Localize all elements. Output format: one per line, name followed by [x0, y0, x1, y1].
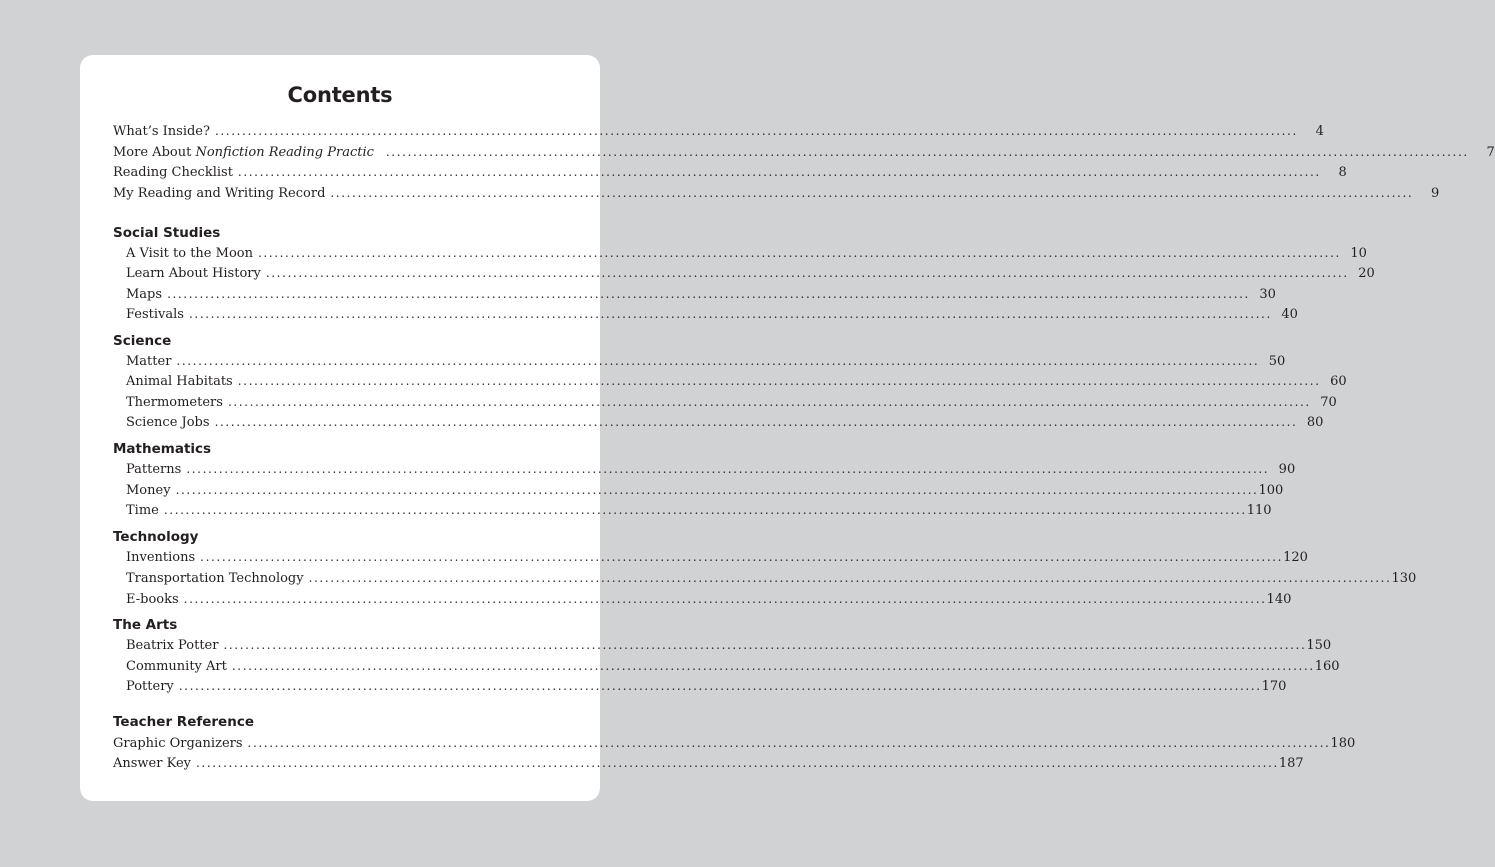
toc-entry-page: 40: [1281, 307, 1298, 322]
toc-entry[interactable]: [126, 412, 1324, 432]
toc-entry-label: Time: [126, 503, 159, 518]
toc-entry[interactable]: [126, 676, 1287, 696]
toc-entry[interactable]: [113, 183, 1440, 203]
dot-leader: ........................................................................................................................................................................................................: [200, 550, 1284, 564]
section-heading: The Arts: [113, 617, 178, 633]
toc-entry-label: Patterns: [126, 462, 182, 477]
toc-entry-page: 100: [1258, 483, 1284, 498]
toc-entry-label: Graphic Organizers: [113, 736, 243, 751]
toc-entry[interactable]: [113, 121, 1324, 141]
dot-leader: ........................................................................................................................................................................................................: [183, 592, 1267, 606]
dot-leader: ........................................................................................................................................................................................................: [257, 246, 1341, 260]
toc-entry-page: 187: [1278, 756, 1304, 771]
dot-leader: ........................................................................................................................................................................................................: [188, 307, 1272, 321]
section-heading: Mathematics: [113, 441, 212, 457]
toc-entry-label: What’s Inside?: [113, 124, 210, 139]
dot-leader: ........................................................................................................................................................................................................: [385, 145, 1469, 159]
dot-leader: ........................................................................................................................................................................................................: [214, 415, 1298, 429]
toc-entry-label: Beatrix Potter: [126, 638, 219, 653]
toc-entry-label: A Visit to the Moon: [126, 246, 253, 261]
toc-entry-label: Pottery: [126, 679, 174, 694]
toc-entry-label: Thermometers: [126, 395, 223, 410]
dot-leader: ........................................................................................................................................................................................................: [237, 165, 1321, 179]
toc-entry[interactable]: [126, 547, 1308, 567]
toc-entry-page: 30: [1259, 287, 1276, 302]
dot-leader: ........................................................................................................................................................................................................: [196, 756, 1279, 770]
page-title: Contents: [287, 83, 393, 107]
toc-entry-page: 20: [1358, 266, 1375, 281]
toc-entry[interactable]: [126, 459, 1296, 479]
toc-entry-label: Maps: [126, 287, 163, 302]
toc-entry-page: 150: [1306, 638, 1332, 653]
toc-entry-page: 4: [1315, 124, 1324, 139]
toc-entry[interactable]: [126, 635, 1332, 655]
toc-entry[interactable]: [126, 568, 1417, 588]
toc-entry-label: Science Jobs: [126, 415, 210, 430]
dot-leader: ........................................................................................................................................................................................................: [163, 503, 1247, 517]
toc-entry-page: 170: [1261, 679, 1287, 694]
toc-entry-label: My Reading and Writing Record: [113, 186, 326, 201]
toc-entry-page: 110: [1246, 503, 1272, 518]
toc-entry-page: 160: [1314, 659, 1340, 674]
toc-entry[interactable]: [126, 500, 1272, 520]
toc-entry-page: 120: [1283, 550, 1308, 565]
dot-leader: ........................................................................................................................................................................................................: [265, 266, 1349, 280]
toc-entry-page: 180: [1330, 736, 1356, 751]
dot-leader: ........................................................................................................................................................................................................: [308, 571, 1392, 585]
dot-leader: ........................................................................................................................................................................................................: [227, 395, 1311, 409]
dot-leader: ........................................................................................................................................................................................................: [167, 287, 1250, 301]
toc-entry-label: Transportation Technology: [126, 571, 304, 586]
toc-entry[interactable]: [126, 263, 1375, 283]
toc-entry[interactable]: [126, 243, 1367, 263]
dot-leader: ........................................................................................................................................................................................................: [237, 374, 1321, 388]
toc-entry-page: 8: [1338, 165, 1347, 180]
toc-entry-label: Inventions: [126, 550, 196, 565]
toc-entry-page: 10: [1350, 246, 1367, 261]
dot-leader: ........................................................................................................................................................................................................: [214, 124, 1298, 138]
dot-leader: ........................................................................................................................................................................................................: [330, 186, 1414, 200]
toc-entry-page: 80: [1306, 415, 1324, 430]
toc-entry-page: 90: [1278, 462, 1296, 477]
dot-leader: ........................................................................................................................................................................................................: [176, 354, 1260, 368]
toc-entry-page: 7: [1486, 145, 1495, 160]
toc-entry-page: 130: [1391, 571, 1417, 586]
section-heading: Technology: [113, 529, 199, 545]
toc-entry-page: 140: [1266, 592, 1292, 607]
toc-entry[interactable]: [113, 753, 1304, 773]
toc-entry-label: Matter: [126, 354, 172, 369]
dot-leader: ........................................................................................................................................................................................................: [178, 679, 1262, 693]
toc-entry[interactable]: [126, 284, 1276, 304]
toc-entry-label: Answer Key: [113, 756, 191, 771]
section-heading: Science: [113, 333, 172, 349]
contents-page: [80, 55, 1495, 801]
toc-entry-label: Festivals: [126, 307, 184, 322]
dot-leader: ........................................................................................................................................................................................................: [175, 483, 1259, 497]
section-heading: Social Studies: [113, 225, 221, 241]
toc-entry-label: Money: [126, 483, 171, 498]
toc-entry[interactable]: [126, 304, 1298, 324]
dot-leader: ........................................................................................................................................................................................................: [186, 462, 1270, 476]
toc-entry-page: 9: [1431, 186, 1440, 201]
toc-entry-label: More About Nonfiction Reading Practic: [113, 145, 374, 160]
toc-entry-label-italic: Nonfiction Reading Practic: [195, 145, 374, 160]
toc-entry-label: Community Art: [126, 659, 227, 674]
toc-entry[interactable]: [126, 351, 1286, 371]
toc-entry[interactable]: [126, 392, 1337, 412]
toc-entry[interactable]: [113, 162, 1347, 182]
toc-entry[interactable]: [126, 656, 1340, 676]
dot-leader: ........................................................................................................................................................................................................: [247, 736, 1331, 750]
toc-entry[interactable]: [113, 733, 1356, 753]
toc-entry-label: Learn About History: [126, 266, 261, 281]
toc-entry-label: Reading Checklist: [113, 165, 233, 180]
toc-entry[interactable]: [113, 142, 1495, 162]
toc-entry[interactable]: [126, 480, 1284, 500]
dot-leader: ........................................................................................................................................................................................................: [223, 638, 1307, 652]
toc-entry-label: Animal Habitats: [126, 374, 233, 389]
toc-entry[interactable]: [126, 589, 1292, 609]
toc-entry-label: E-books: [126, 592, 179, 607]
toc-entry[interactable]: [126, 371, 1347, 391]
toc-entry-page: 70: [1320, 395, 1337, 410]
dot-leader: ........................................................................................................................................................................................................: [231, 659, 1315, 673]
toc-entry-page: 60: [1330, 374, 1347, 389]
section-heading: Teacher Reference: [113, 714, 254, 730]
toc-entry-page: 50: [1268, 354, 1286, 369]
